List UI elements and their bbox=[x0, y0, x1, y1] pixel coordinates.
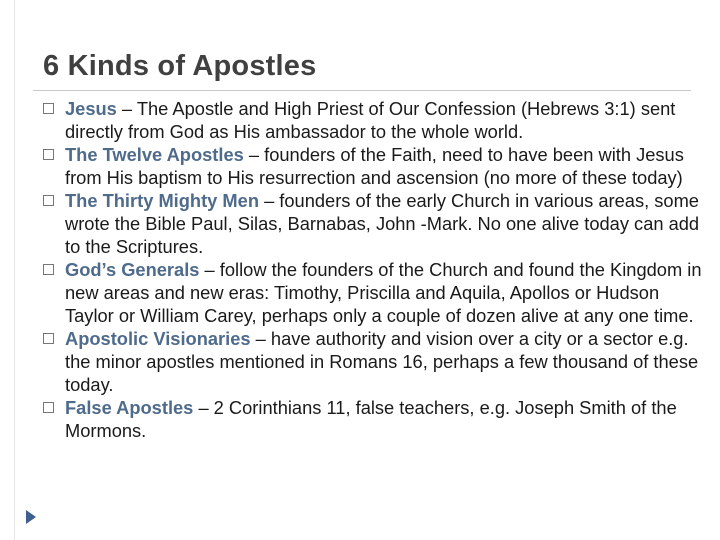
item-text: – founders of the early Church in various areas, some wrote the Bible Paul, Silas, Barnabas, John -Mark. No one alive today can add to the Scriptures. bbox=[65, 190, 700, 257]
item-keyword: The Thirty Mighty Men bbox=[65, 190, 259, 211]
hollow-square-bullet-icon bbox=[43, 264, 54, 275]
hollow-square-bullet-icon bbox=[43, 149, 54, 160]
item-text: – have authority and vision over a city or a sector e.g. the minor apostles mentioned in Romans 16, perhaps a few thousand of these today. bbox=[65, 328, 699, 395]
list-item bbox=[42, 97, 702, 143]
item-text: – 2 Corinthians 11, false teachers, e.g. Joseph Smith of the Mormons. bbox=[65, 397, 677, 441]
title-divider bbox=[33, 90, 691, 91]
hollow-square-bullet-icon bbox=[43, 103, 54, 114]
list-item bbox=[42, 258, 702, 327]
hollow-square-bullet-icon bbox=[43, 333, 54, 344]
item-keyword: The Twelve Apostles bbox=[65, 144, 244, 165]
item-text: – follow the founders of the Church and found the Kingdom in new areas and new eras: Timothy, Priscilla and Aquila, Apollos or Hudson Taylor or William Carey, perhaps only a couple of dozen alive at any one time. bbox=[65, 259, 702, 326]
page-title: 6 Kinds of Apostles bbox=[43, 50, 317, 82]
hollow-square-bullet-icon bbox=[43, 402, 54, 413]
list-item bbox=[42, 189, 702, 258]
item-keyword: Jesus bbox=[65, 98, 117, 119]
item-keyword: Apostolic Visionaries bbox=[65, 328, 251, 349]
list-item bbox=[42, 396, 702, 442]
item-text: – founders of the Faith, need to have been with Jesus from His baptism to His resurrection and ascension (no more of these today) bbox=[65, 144, 684, 188]
list-item bbox=[42, 327, 702, 396]
apostle-list bbox=[42, 97, 702, 442]
triangle-right-icon[interactable] bbox=[26, 510, 36, 524]
slide-left-edge bbox=[14, 0, 15, 540]
item-keyword: God’s Generals bbox=[65, 259, 200, 280]
list-item bbox=[42, 143, 702, 189]
item-text: – The Apostle and High Priest of Our Confession (Hebrews 3:1) sent directly from God as His ambassador to the whole world. bbox=[65, 98, 676, 142]
item-keyword: False Apostles bbox=[65, 397, 194, 418]
hollow-square-bullet-icon bbox=[43, 195, 54, 206]
